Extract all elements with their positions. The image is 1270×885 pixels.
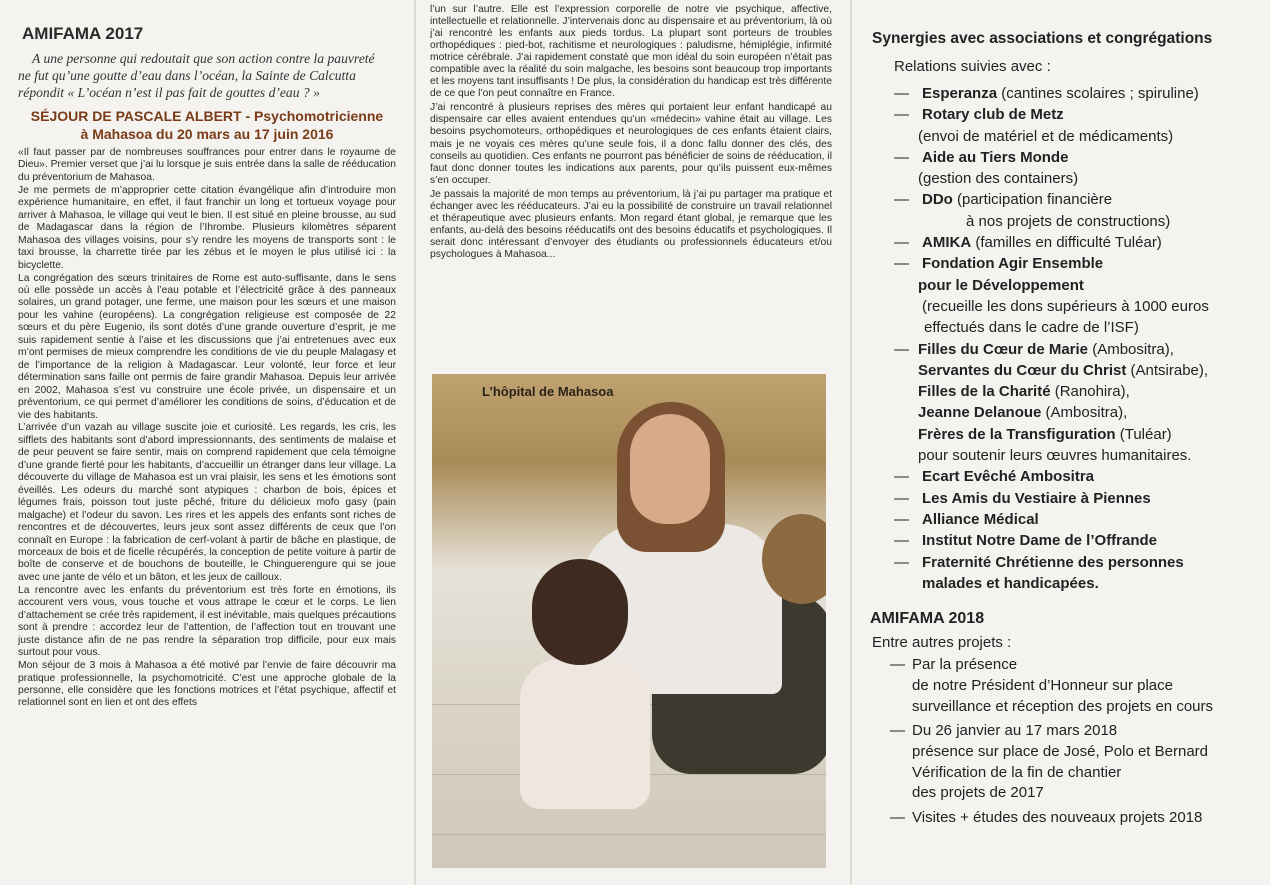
partner-item: [872, 189, 1263, 232]
project-line: de notre Président d’Honneur sur place: [912, 676, 1173, 694]
quote-line: A une personne qui redoutait que son action contre la pauvreté: [32, 51, 375, 66]
partner-name: Les Amis du Vestiaire à Piennes: [922, 489, 1151, 507]
project-line: des projets de 2017: [912, 784, 1044, 802]
partner-item: [872, 552, 1263, 595]
quote-line: ne fut qu’une goutte d’eau dans l’océan, la Sainte de Calcutta: [18, 68, 356, 83]
congregations-item: [872, 339, 1263, 467]
dash: —: [890, 809, 905, 827]
partner-detail: (recueille les dons supérieurs à 1000 euros: [922, 297, 1209, 315]
dash: —: [890, 656, 905, 674]
partner-name: Aide au Tiers Monde: [922, 148, 1069, 166]
congregation-name: Filles de la Charité: [918, 383, 1051, 401]
paragraph: «Il faut passer par de nombreuses souffrances pour entrer dans le royaume de Dieu». Premier verset que j’ai lu lorsque je suis entrée dans la salle de rééducation du préventorium de Mahasoa.: [18, 147, 396, 183]
page-title: AMIFAMA 2017: [22, 24, 144, 43]
dash: —: [894, 85, 909, 102]
left-column: [18, 0, 396, 885]
partner-name: Institut Notre Dame de l’Offrande: [922, 532, 1158, 550]
congregation-name: Frères de la Transfiguration: [918, 425, 1116, 443]
article-body: [18, 147, 396, 710]
partner-detail: (envoi de matériel et de médicaments): [918, 127, 1174, 145]
congregation-place: (Ranohira),: [1050, 383, 1130, 401]
dash: —: [894, 234, 909, 252]
project-line: présence sur place de José, Polo et Bernard: [912, 742, 1209, 760]
project-item: [868, 808, 1263, 829]
project-line: Vérification de la fin de chantier: [912, 763, 1122, 781]
partner-item: [872, 466, 1263, 487]
partner-item: [872, 147, 1263, 190]
paragraph: La rencontre avec les enfants du préventorium est très forte en émotions, ils accourent vers vous, vous touche et vous attrape le cœur et le corps. Le lien d’attachement se crée très rapidement, il est inévitable, mais quelques précautions sont à prendre : accordez leur de l’attention, de l’affection tout en trouvant une juste distance afin de ne pas rendre la séparation trop difficile, pour eux mais surtout pour vous.: [18, 584, 396, 659]
paragraph: L’arrivée d’un vazah au village suscite joie et curiosité. Les regards, les cris, les sifflets des habitants sont d’abord impressionnants, des sentiments de malaise et de peur peuvent se faire sentir, mais on comprend rapidement que cela témoigne d’une grande fierté pour les habitants, d’accueillir un étranger dans leur village. La découverte du village de Mahasoa est un vrai plaisir, les sens et les émotions sont éveillés. Les odeurs du marché sont atypiques : charbon de bois, épices et légumes frais, poisson tout juste pêché, friture du délicieux mofo gasy (pain malgache) et l’odeur du savon. Les rires et les appels des enfants sont riches de rencontres et de découvertes, leurs jeux sont assez différents de ceux que l’on connaît en Europe : la fabrication de cerf-volant à partir de bâche en plastique, de morceaux de bois et de ficelle récupérés, la conception de petite voiture à partir de boîte de conserve et de bouchons de bouteille, le Chinguerengure qui se joue avec une jante de vélo et un bâton, et les jeux de cailloux.: [18, 422, 396, 583]
paragraph: J’ai rencontré à plusieurs reprises des mères qui portaient leur enfant handicapé au dispensaire car elles avaient entendues qu’un «médecin» vahine était au village. Les besoins psychomoteurs, orthopédiques et neurologiques de ces enfants étaient clairs, mais je ne voyais ces mères qu’une seule fois, il a donc fallu donner des clés, des conseils au quotidien. Ces enfants ne pourront pas bénéficier de soins de rééducation, il faut donc donner toutes les indications aux parents, pour qu’ils puissent eux-mêmes s’en occuper.: [430, 102, 832, 186]
dash: —: [894, 340, 909, 358]
dash: —: [890, 722, 905, 740]
partner-detail: (cantines scolaires ; spiruline): [997, 85, 1199, 102]
right-column: [868, 0, 1263, 885]
partner-detail: (gestion des containers): [918, 170, 1079, 188]
opening-quote: [18, 50, 396, 101]
partner-name: DDo: [922, 191, 953, 209]
partner-name: pour le Développement: [918, 276, 1084, 294]
partner-item: [872, 104, 1263, 147]
partner-item: [872, 253, 1263, 338]
partner-name: malades et handicapées.: [922, 574, 1099, 592]
partner-item: [872, 488, 1263, 509]
projects-intro: Entre autres projets :: [872, 634, 1012, 652]
quote-line: répondit « L’océan n’est il pas fait de gouttes d’eau ? »: [18, 85, 320, 100]
partner-detail: (participation financière: [952, 191, 1113, 209]
project-item: [868, 721, 1263, 804]
partner-detail: à nos projets de constructions): [966, 212, 1171, 230]
congregation-name: Filles du Cœur de Marie: [918, 340, 1089, 358]
subtitle-line: à Mahasoa du 20 mars au 17 juin 2016: [80, 126, 334, 142]
partner-name: Fondation Agir Ensemble: [922, 255, 1104, 273]
middle-column: [430, 0, 832, 885]
project-line: surveillance et réception des projets en cours: [912, 697, 1213, 715]
project-item: [868, 655, 1263, 717]
hospital-photo: [432, 374, 826, 868]
project-line: Par la présence: [912, 656, 1018, 674]
dash: —: [894, 148, 909, 166]
relations-intro: Relations suivies avec :: [894, 58, 1051, 75]
dash: —: [894, 468, 909, 486]
project-line: Visites + études des nouveaux projets 2018: [912, 809, 1203, 827]
fold-right: [850, 0, 852, 885]
congregation-name: Jeanne Delanoue: [918, 404, 1042, 422]
synergies-title: Synergies avec associations et congrégations: [872, 30, 1213, 47]
dash: —: [894, 510, 909, 528]
dash: —: [894, 553, 909, 571]
partner-name: Esperanza: [922, 85, 998, 102]
paragraph: Je passais la majorité de mon temps au préventorium, là j’ai pu partager ma pratique et échanger avec les rééducateurs. J’ai eu la possibilité de construire un travail relationnel et thérapeutique avec plusieurs enfants. Mon regard étant global, je remarque que les enfants, au-delà des besoins rééducatifs ont des besoins éducatifs et psychologiques. Il serait donc intéressant d’envoyer des étudiants ou professionnels éducateurs et/ou psychologues à Mahasoa...: [430, 188, 832, 260]
article-subtitle: [18, 107, 396, 143]
amifama-2018-title: AMIFAMA 2018: [870, 610, 985, 628]
partner-item: [872, 530, 1263, 551]
partner-detail: (familles en difficulté Tuléar): [971, 234, 1162, 252]
partner-name: Rotary club de Metz: [922, 106, 1064, 124]
partner-name: Ecart Evêché Ambositra: [922, 468, 1095, 486]
partner-item: [872, 232, 1263, 253]
paragraph: La congrégation des sœurs trinitaires de Rome est auto-suffisante, dans le sens où elle possède un accès à l’eau potable et l’électricité grâce à des panneaux solaires, un grand potager, une ferme, une maison pour les sœurs et une maison pour les vahine (européens). La congrégation religieuse est composée de 22 sœurs et du père Eugenio, ils sont dotés d’une grande ouverture d’esprit, je me suis rapidement sentie à l’aise et les discussions que j’ai entretenues avec eux m’ont permises de mieux comprendre les conditions de vie du peuple Malagasy et de l’importance de la religion à Madagascar. Leur volonté, leur force et leur détermination sans faille ont permis de faire grandir Mahasoa. Depuis leur arrivée en 2002, Mahasoa s’est vu construire une école privée, un dispensaire et un préventorium, ce qui permet d’améliorer les conditions de soins, d’éducation et de vie des habitants.: [18, 272, 396, 421]
dash: —: [894, 532, 909, 550]
congregation-place: (Ambositra),: [1088, 340, 1174, 358]
fold-left: [414, 0, 416, 885]
paragraph: Mon séjour de 3 mois à Mahasoa a été motivé par l’envie de faire découvrir ma pratique professionnelle, la psychomotricité. C’est une approche globale de la personne, elle considère que les fonctions motrices et l’état psychique, affectif et relationnel sont en lien et ont des effets: [18, 660, 396, 709]
congregation-place: (Tuléar): [1115, 425, 1172, 443]
article-continuation: [430, 4, 832, 261]
dash: —: [894, 255, 909, 273]
partner-item: [872, 509, 1263, 530]
partner-name: Fraternité Chrétienne des personnes: [922, 553, 1184, 571]
congregation-place: (Antsirabe),: [1126, 361, 1209, 379]
congregation-name: Servantes du Cœur du Christ: [918, 361, 1127, 379]
dash: —: [894, 106, 909, 124]
partner-name: Alliance Médical: [922, 510, 1039, 528]
project-line: Du 26 janvier au 17 mars 2018: [912, 722, 1118, 740]
subtitle-line: SÉJOUR DE PASCALE ALBERT - Psychomotricienne: [30, 108, 384, 124]
partner-detail: effectués dans le cadre de l’ISF): [924, 319, 1139, 337]
congregations-closing: pour soutenir leurs œuvres humanitaires.: [918, 447, 1192, 465]
photo-caption: L’hôpital de Mahasoa: [482, 384, 614, 399]
dash: —: [894, 191, 909, 209]
partner-name: AMIKA: [922, 234, 972, 252]
dash: —: [894, 489, 909, 507]
partner-item: [872, 83, 1263, 104]
paragraph: l’un sur l’autre. Elle est l’expression corporelle de notre vie psychique, affective, intellectuelle et relationnelle. J’intervenais donc au dispensaire et au préventorium, là où j’ai rencontré les enfants aux pieds tordus. La plupart sont porteurs de troubles orthopédiques : pied-bot, rachitisme et neurologiques : paludisme, hémiplégie, infirmité motrice cérébrale. J’ai rapidement constaté que mon idéal du soin européen n’était pas compatible avec la réalité du soin malgache, les besoins sont beaucoup trop importants et les moyens tant insuffisants ! De plus, la considération du handicap est très différente de ce que l’on peut connaître en France.: [430, 4, 832, 100]
congregation-place: (Ambositra),: [1041, 404, 1128, 422]
paragraph: Je me permets de m’approprier cette citation évangélique afin d’introduire mon expérience humanitaire, en effet, il faut franchir un long et tortueux voyage pour arriver à Mahasoa, le village qui veut le bien. Il est situé en pleine brousse, au sud de Madagascar dans la région de l’Ihrombe. Plusieurs kilomètres séparent Mahasoa des villages voisins, pour s’y rendre les moyens de transports sont : le taxi brousse, la charrette tirée par les zébus et le moyen le plus utilisé ici : la bicyclette.: [18, 184, 396, 271]
